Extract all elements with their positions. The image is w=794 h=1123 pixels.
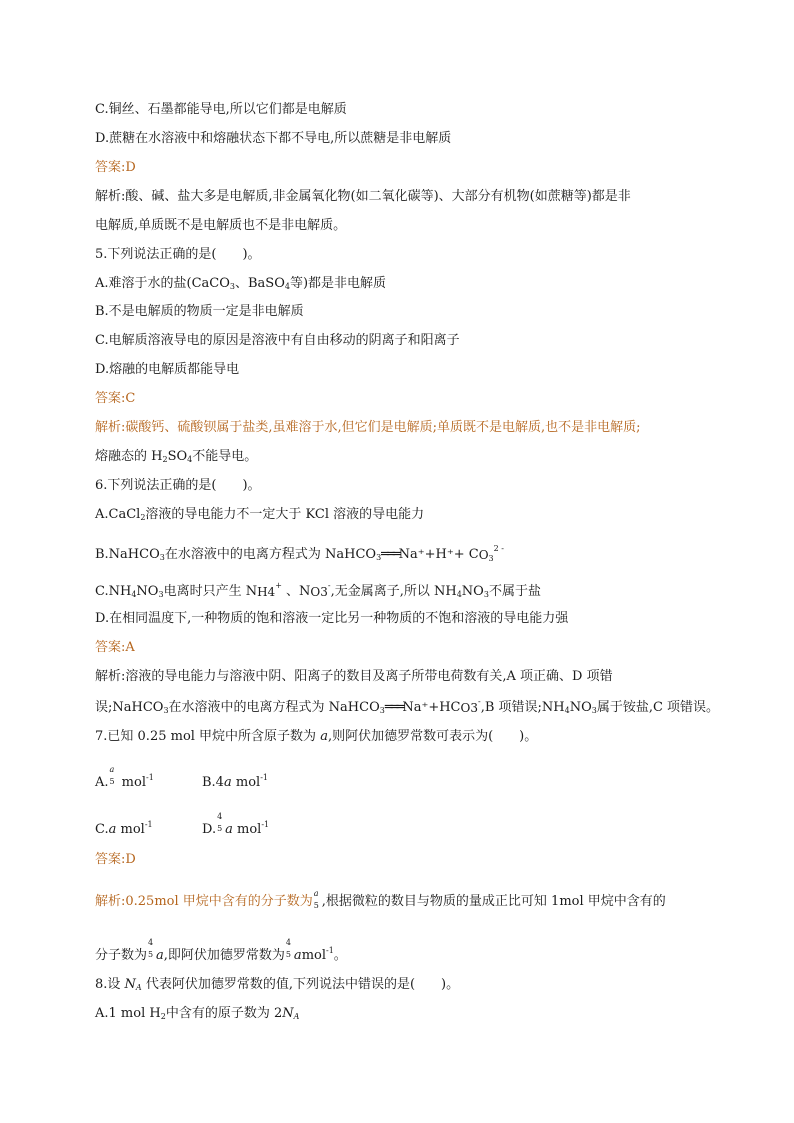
q7-option-b: B.4a mol$^{-1}$ [202,773,268,790]
fraction-4-over-5: 4 5 [285,938,292,959]
q7-stem: 7.已知 0.25 mol 甲烷中所含原子数为 a,则阿伏加德罗常数可表示为( )。 [95,729,538,744]
q7-explanation-line-2: 分子数为 4 5 a,即阿伏加德罗常数为 4 5 amol$^{-1}$。 [95,938,347,963]
q6-answer: 答案:A [95,640,135,655]
fraction-4-over-5: 4 5 [217,812,223,833]
q4-explanation-line-1: 解析:酸、碱、盐大多是电解质,非金属氧化物(如二氧化碳等)、大部分有机物(如蔗糖等)都是非 [95,189,631,204]
q4-answer: 答案:D [95,160,136,175]
q6-explanation-line-2: 误;NaHCO$_3$在水溶液中的电离方程式为 NaHCO$_3$═══Na⁺+HCO3-,B 项错误$;NH_4NO_3$属于铵盐,C 项错误。 [95,698,719,718]
q5-stem: 5.下列说法正确的是( )。 [95,247,261,262]
fraction-4-over-5: 4 5 [148,938,154,959]
q5-explanation-line-1: 解析:碳酸钙、硫酸钡属于盐类,虽难溶于水,但它们是电解质;单质既不是电解质,也不是非电解质; [95,420,641,435]
q6-stem: 6.下列说法正确的是( )。 [95,478,261,493]
q5-option-c: C.电解质溶液导电的原因是溶液中有自由移动的阴离子和阳离子 [95,333,460,348]
q5-option-b: B.不是电解质的物质一定是非电解质 [95,304,304,319]
q4-explanation-line-2: 电解质,单质既不是电解质也不是非电解质。 [95,218,347,233]
q7-option-a: A. a 5 mol$^{-1}$ [95,765,154,790]
q6-explanation-line-1: 解析:溶液的导电能力与溶液中阴、阳离子的数目及离子所带电荷数有关,A 项正确、D 项错 [95,669,613,684]
bicarbonate-ion: O3- [460,697,481,715]
q6-option-b: B.NaHCO$_3$在水溶液中的电离方程式为 NaHCO$_3$═══Na⁺+H⁺+ $CO_3^{2 -}$ [95,544,504,563]
q6-option-a: A.CaCl$_2$溶液的导电能力不一定大于 KCl 溶液的导电能力 [95,507,425,522]
carbonate-ion: $O_3^{2 -}$ [478,544,504,563]
q7-answer: 答案:D [95,852,136,867]
fraction-a-over-5: a 5 [109,765,115,786]
ammonium-ion: H4+ [257,581,282,599]
q4-option-d: D.蔗糖在水溶液中和熔融状态下都不导电,所以蔗糖是非电解质 [95,131,452,146]
q5-explanation-line-2: 熔融态的 $H_2SO_4$不能导电。 [95,449,258,464]
q7-explanation-line-1: 解析:0.25mol 甲烷中含有的分子数为 a 5 ,根据微粒的数目与物质的量成正比可知 1mol 甲烷中含有的 [95,889,666,910]
q5-option-d: D.熔融的电解质都能导电 [95,362,240,377]
q4-option-c: C.铜丝、石墨都能导电,所以它们都是电解质 [95,102,347,117]
q8-option-a: A.1 mol $H_2$中含有的原子数为 $2N_A$ [95,1006,300,1021]
nitrate-ion: O3- [310,581,331,599]
q7-option-d: D. 4 5 a mol$^{-1}$ [202,812,270,837]
q7-option-c: C.a mol$^{-1}$ [95,820,153,837]
q6-option-d: D.在相同温度下,一种物质的饱和溶液一定比另一种物质的不饱和溶液的导电能力强 [95,611,569,626]
q5-option-a: A.难溶于水的盐(CaCO$_3$、BaSO$_4$等)都是非电解质 [95,276,387,291]
fraction-a-over-5: a 5 [313,889,319,910]
q8-stem: 8.设 $N_A$ 代表阿伏加德罗常数的值,下列说法中错误的是( )。 [95,977,460,992]
q5-answer: 答案:C [95,391,136,406]
q6-option-c: $C.NH_4NO_3$电离时只产生 NH4+ 、NO3-,无金属离子,所以 $NH_4NO_3$不属于盐 [95,582,541,602]
